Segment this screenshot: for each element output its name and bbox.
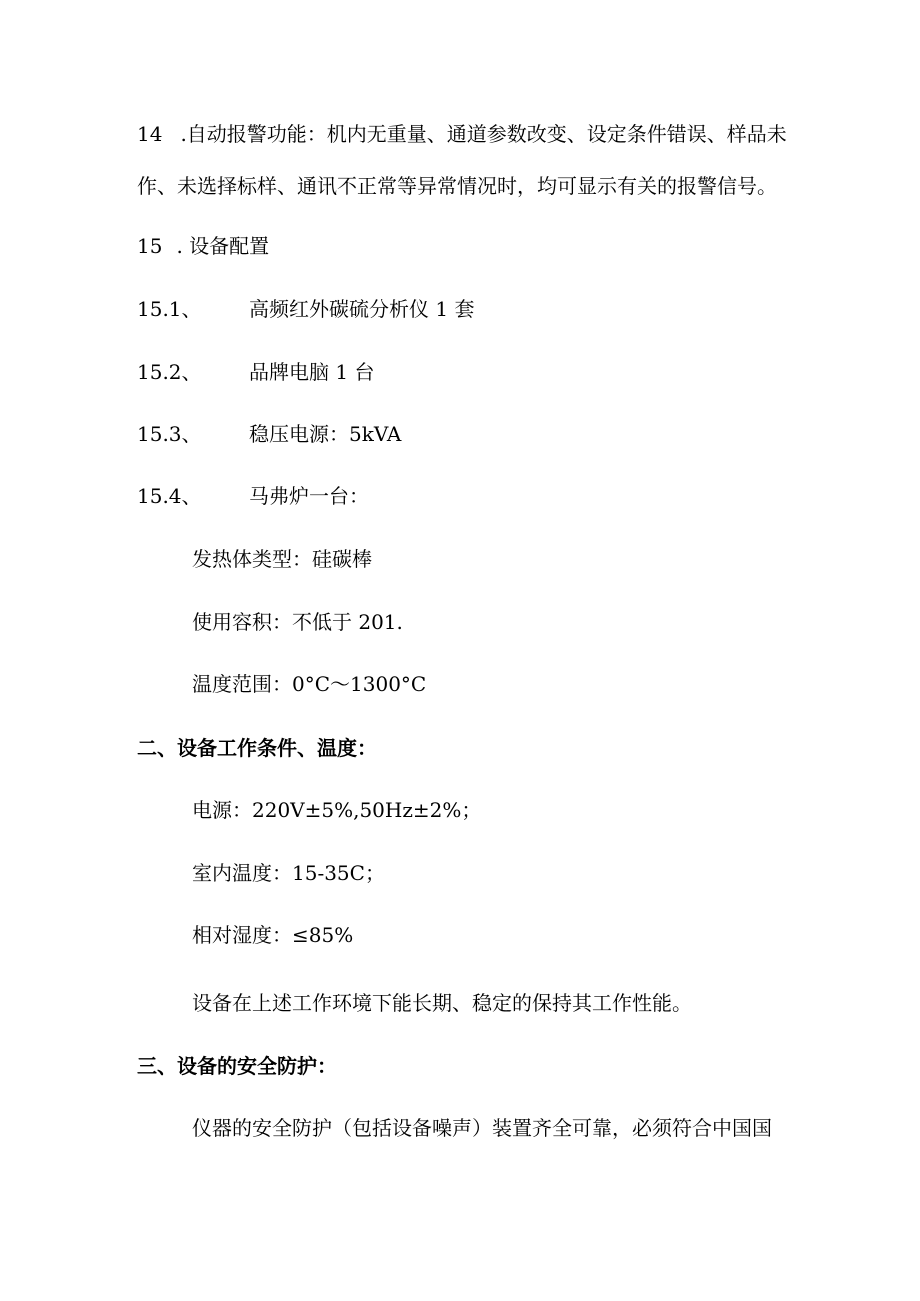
condition-item: 相对湿度：≤85%	[192, 923, 354, 947]
config-item-text: 品牌电脑 1 台	[249, 360, 375, 384]
furnace-detail: 温度范围：0°C～1300°C	[192, 672, 427, 696]
config-item-number: 15.4、	[137, 484, 202, 508]
furnace-detail: 使用容积：不低于 201.	[192, 610, 403, 634]
item-14-text-line-1: .自动报警功能：机内无重量、通道参数改变、设定条件错误、样品未	[180, 122, 787, 146]
config-item-text: 马弗炉一台：	[249, 484, 369, 508]
item-14-line-1	[137, 121, 797, 147]
item-14-number: 14	[137, 122, 163, 146]
config-item-number: 15.2、	[137, 360, 202, 384]
section-3-text: 仪器的安全防护（包括设备噪声）装置齐全可靠，必须符合中国国	[192, 1116, 772, 1140]
config-item-number: 15.3、	[137, 422, 202, 446]
item-15-number: 15	[137, 234, 163, 258]
config-item-text: 稳压电源：5kVA	[249, 422, 402, 446]
item-15-heading	[137, 233, 269, 259]
item-14-line-2: 作、未选择标样、通讯不正常等异常情况时，均可显示有关的报警信号。	[137, 174, 777, 198]
condition-item: 电源：220V±5%,50Hz±2%；	[192, 798, 482, 822]
item-15-text: . 设备配置	[176, 234, 270, 258]
section-2-heading: 二、设备工作条件、温度：	[137, 736, 377, 760]
config-item-number: 15.1、	[137, 297, 202, 321]
config-item-text: 高频红外碳硫分析仪 1 套	[249, 297, 475, 321]
section-3-heading: 三、设备的安全防护：	[137, 1054, 337, 1078]
section-2-note: 设备在上述工作环境下能长期、稳定的保持其工作性能。	[192, 991, 692, 1015]
condition-item: 室内温度：15-35C；	[192, 861, 385, 885]
furnace-detail: 发热体类型：硅碳棒	[192, 547, 372, 571]
